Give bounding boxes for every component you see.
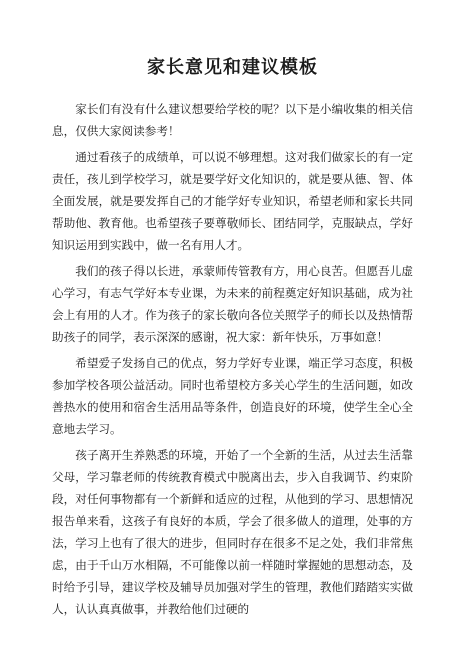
paragraph-report-card: 通过看孩子的成绩单，可以说不够理想。这对我们做家长的有一定责任，孩儿到学校学习，就是要学好文化知识的，就是要从德、智、体全面发展，就是要发挥自己的才能学好专业知识，希望老师和家长共同帮助他、教育他。也希望孩子要尊敬师长、团结同学，克服缺点，学好知识运用到实践中，做一名有用人才。 bbox=[52, 150, 413, 252]
document-title: 家长意见和建议模板 bbox=[147, 57, 318, 78]
paragraph-thanks: 我们的孩子得以长进，承蒙师传管教有方，用心良苦。但愿吾儿虚心学习，有志气学好本专业课，为未来的前程奠定好知识基础，成为社会上有用的人才。作为孩子的家长敬向各位关照学子的师长以及热情帮助孩子的同学，表示深深的感谢，祝大家：新年快乐，万事如意！ bbox=[52, 264, 413, 344]
paragraph-new-environment: 孩子离开生养熟悉的环境，开始了一个全新的生活，从过去生活靠父母，学习靠老师的传统教育模式中脱离出去，步入自我调节、约束阶段，对任何事物都有一个新鲜和适应的过程，从他到的学习、思想情况报告单来看，这孩子有良好的本质，学会了很多做人的道理，处事的方法，学习上也有了很大的进步，但同时存在很多不足之处，我们非常焦虑，由于千山万水相隔，不可能像以前一样随时掌握她的思想动态，及时给予引导，建议学校及辅导员加强对学生的管理，教他们踏踏实实做人，认认真真做事，并教给他们过硬的 bbox=[52, 448, 413, 616]
paragraph-hopes: 希望爱子发扬自己的优点，努力学好专业课，端正学习态度，积极参加学校各项公益活动。同时也希望校方多关心学生的生活问题，如改善热水的使用和宿舍生活用品等条件，创造良好的环境，使学生全心全意地去学习。 bbox=[52, 356, 413, 436]
paragraph-intro: 家长们有没有什么建议想要给学校的呢？以下是小编收集的相关信息，仅供大家阅读参考！ bbox=[52, 102, 413, 138]
